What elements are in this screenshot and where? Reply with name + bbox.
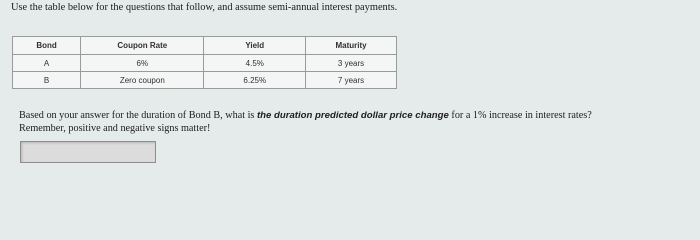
cell-maturity: 3 years [306,55,397,72]
cell-coupon-rate: Zero coupon [81,72,204,89]
question-text [19,110,699,135]
table-header-row [13,37,397,55]
cell-yield: 6.25% [204,72,306,89]
bond-table [12,36,397,89]
column-header-coupon-rate: Coupon Rate [81,37,204,55]
question-part2: for a 1% increase in interest rates? [448,110,592,121]
instructions-text: Use the table below for the questions that follow, and assume semi-annual interest payments. [11,2,398,13]
column-header-maturity: Maturity [306,37,397,55]
cell-yield: 4.5% [204,55,306,72]
cell-coupon-rate: 6% [81,55,204,72]
cell-bond: B [13,72,81,89]
table-row [13,72,397,89]
table-row [13,55,397,72]
answer-input[interactable] [20,141,156,163]
cell-bond: A [13,55,81,72]
cell-maturity: 7 years [306,72,397,89]
question-part1: Based on your answer for the duration of Bond B, what is [19,110,257,121]
question-reminder: Remember, positive and negative signs matter! [19,122,211,134]
question-emphasis: the duration predicted dollar price change [256,110,449,121]
column-header-yield: Yield [204,37,306,55]
column-header-bond: Bond [13,37,81,55]
